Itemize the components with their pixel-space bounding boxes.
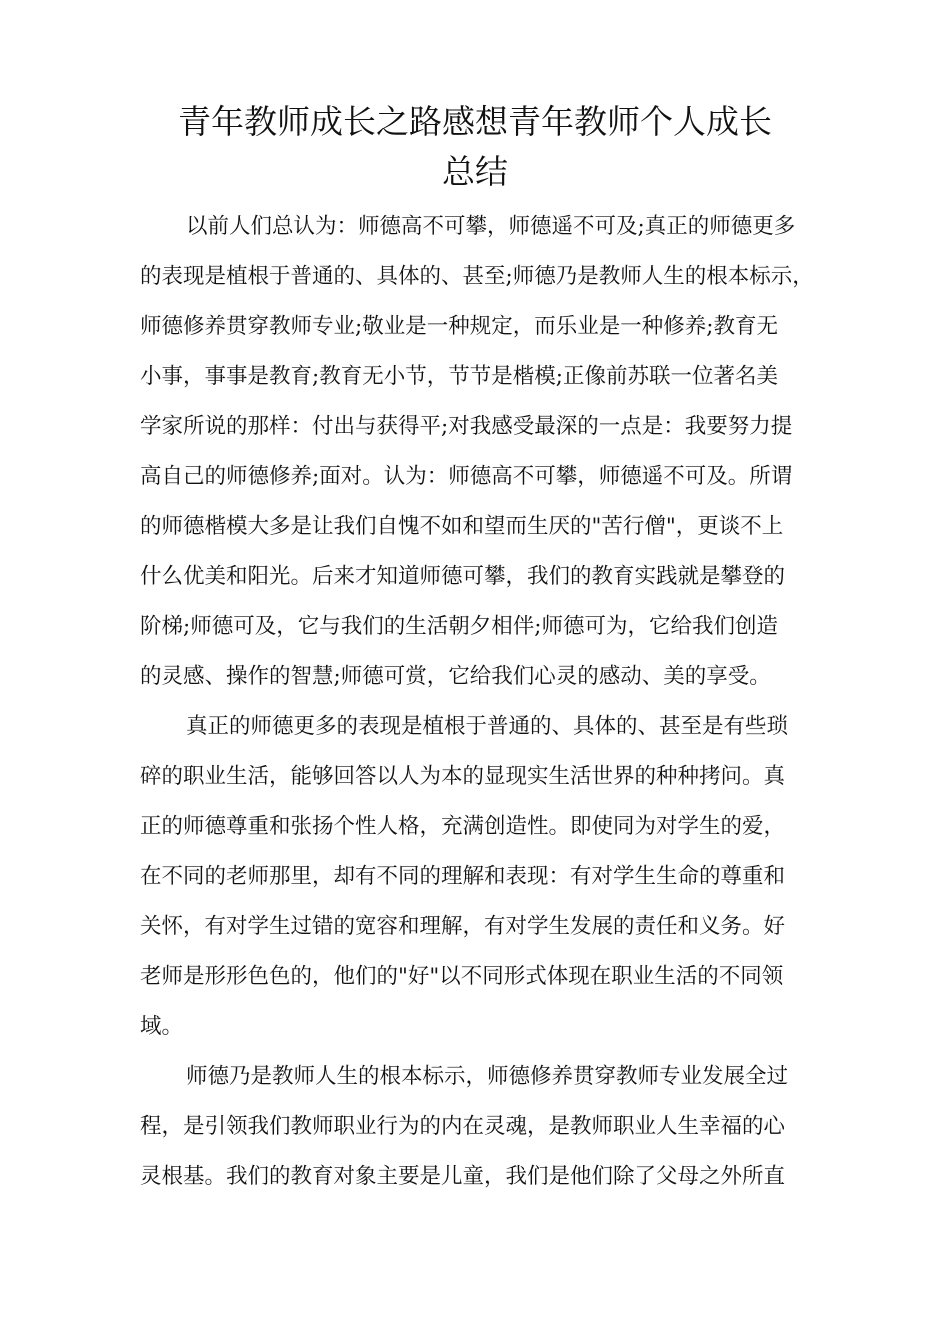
paragraph-1-line: 阶梯;师德可及，它与我们的生活朝夕相伴;师德可为，它给我们创造 (140, 614, 778, 639)
paragraph-1-line: 什么优美和阳光。后来才知道师德可攀，我们的教育实践就是攀登的 (140, 564, 786, 589)
paragraph-2-line: 关怀，有对学生过错的宽容和理解，有对学生发展的责任和义务。好 (140, 914, 786, 939)
paragraph-2-line: 域。 (140, 1014, 184, 1039)
paragraph-2-line: 碎的职业生活，能够回答以人为本的显现实生活世界的种种拷问。真 (140, 764, 786, 789)
paragraph-3-line: 程，是引领我们教师职业行为的内在灵魂，是教师职业人生幸福的心 (140, 1114, 786, 1139)
paragraph-3-line: 师德乃是教师人生的根本标示，师德修养贯穿教师专业发展全过 (186, 1064, 789, 1089)
paragraph-1-line: 高自己的师德修养;面对。认为：师德高不可攀，师德遥不可及。所谓 (140, 464, 793, 489)
document-title-line-2: 总结 (442, 152, 508, 191)
paragraph-1-line: 学家所说的那样：付出与获得平;对我感受最深的一点是：我要努力提 (140, 414, 793, 439)
paragraph-1-line: 的师德楷模大多是让我们自愧不如和望而生厌的"苦行僧"，更谈不上 (140, 514, 784, 539)
paragraph-1-line: 小事，事事是教育;教育无小节，节节是楷模;正像前苏联一位著名美 (140, 364, 778, 389)
paragraph-2-line: 正的师德尊重和张扬个性人格，充满创造性。即使同为对学生的爱， (140, 814, 786, 839)
paragraph-2-line: 老师是形形色色的，他们的"好"以不同形式体现在职业生活的不同领 (140, 964, 784, 989)
paragraph-2-line: 在不同的老师那里，却有不同的理解和表现：有对学生生命的尊重和 (140, 864, 786, 889)
paragraph-2-line: 真正的师德更多的表现是植根于普通的、具体的、甚至是有些琐 (186, 714, 789, 739)
document-title-line-1: 青年教师成长之路感想青年教师个人成长 (178, 102, 772, 141)
paragraph-3-line: 灵根基。我们的教育对象主要是儿童，我们是他们除了父母之外所直 (140, 1164, 786, 1189)
paragraph-1-line: 的表现是植根于普通的、具体的、甚至;师德乃是教师人生的根本标示， (140, 264, 814, 289)
paragraph-1-line: 的灵感、操作的智慧;师德可赏，它给我们心灵的感动、美的享受。 (140, 664, 771, 689)
paragraph-1-line: 以前人们总认为：师德高不可攀，师德遥不可及;真正的师德更多 (186, 214, 796, 239)
paragraph-1-line: 师德修养贯穿教师专业;敬业是一种规定，而乐业是一种修养;教育无 (140, 314, 778, 339)
